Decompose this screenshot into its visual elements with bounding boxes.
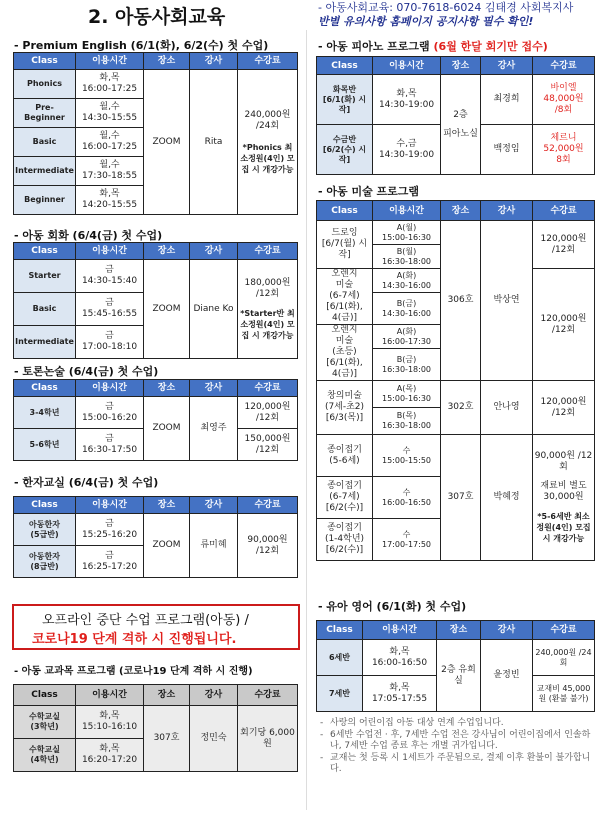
- col-time: 이용시간: [363, 621, 437, 640]
- piano-table: [316, 56, 595, 175]
- contact-line: - 아동사회교육: 070-7618-6024 김태경 사회복지사: [318, 1, 574, 14]
- art-table: [316, 200, 595, 561]
- english-heading: - Premium English (6/1(화), 6/2(수) 첫 수업): [14, 39, 269, 52]
- class-time: A(월) 15:00-16:30: [373, 221, 441, 245]
- col-teacher: 강사: [190, 53, 238, 70]
- class-time: A(목) 15:00-16:30: [373, 381, 441, 408]
- class-time: 화,목 16:00-16:50: [363, 640, 437, 676]
- fee: 240,000원 /24회: [533, 640, 595, 676]
- class-name: 7세반: [317, 676, 363, 712]
- class-time: 화,목 16:20-17:20: [76, 739, 144, 772]
- class-name: 수학교실 (4학년): [14, 739, 76, 772]
- class-name: 화목반 [6/1(화) 시작]: [317, 75, 373, 125]
- class-time: 수 16:00-16:50: [373, 477, 441, 519]
- class-name: Pre-Beginner: [14, 99, 76, 128]
- teacher: 안나영: [481, 381, 533, 435]
- col-time: 이용시간: [373, 201, 441, 221]
- notice-line: 반별 유의사항 홈페이지 공지사항 필수 확인!: [318, 15, 534, 28]
- toddler-english-notes: [320, 718, 592, 776]
- hanja-heading: - 한자교실 (6/4(금) 첫 수업): [14, 476, 159, 489]
- col-time: 이용시간: [76, 243, 144, 260]
- hanja-table: [13, 496, 298, 578]
- class-name: 오렌지 미술 (초등) [6/1(화), 4(금)]: [317, 325, 373, 381]
- col-time: 이용시간: [76, 685, 144, 706]
- col-room: 장소: [441, 57, 481, 75]
- contact-info: [318, 1, 573, 29]
- class-name: Intermediate: [14, 326, 76, 359]
- class-name: 수금반 [6/2(수) 시작]: [317, 125, 373, 175]
- col-fee: 수강료: [533, 621, 595, 640]
- col-room: 장소: [441, 201, 481, 221]
- col-room: 장소: [144, 497, 190, 514]
- fee: 바이엘 48,000원 /8회: [533, 75, 595, 125]
- col-fee: 수강료: [533, 57, 595, 75]
- room: ZOOM: [144, 260, 190, 359]
- room: 2층 피아노실: [441, 75, 481, 175]
- teacher: Diane Ko: [190, 260, 238, 359]
- conversation-table: [13, 242, 298, 359]
- teacher: 백정임: [481, 125, 533, 175]
- col-fee: 수강료: [533, 201, 595, 221]
- class-time: 월,수 14:30-15:55: [76, 99, 144, 128]
- col-class: Class: [317, 57, 373, 75]
- class-name: 5-6학년: [14, 429, 76, 461]
- fee: 150,000원 /12회: [238, 429, 298, 461]
- col-fee: 수강료: [238, 685, 298, 706]
- room: 302호: [441, 381, 481, 435]
- fee: 90,000원 /12회: [238, 514, 298, 578]
- room: 306호: [441, 221, 481, 381]
- fee: 240,000원 /24회 *Phonics 최소정원(4인) 모집 시 개강가능: [238, 70, 298, 215]
- class-time: 수 17:00-17:50: [373, 519, 441, 561]
- col-time: 이용시간: [76, 380, 144, 397]
- class-name: 아동한자 (8급반): [14, 546, 76, 578]
- col-class: Class: [14, 380, 76, 397]
- class-name: Starter: [14, 260, 76, 293]
- curriculum-table: [13, 684, 298, 772]
- class-time: B(금) 16:30-18:00: [373, 349, 441, 381]
- class-time: 금 14:30-15:40: [76, 260, 144, 293]
- class-name: 종이접기 (6-7세) [6/2(수)]: [317, 477, 373, 519]
- class-time: 화,목 14:30-19:00: [373, 75, 441, 125]
- class-time: 금 15:25-16:20: [76, 514, 144, 546]
- class-time: 금 16:30-17:50: [76, 429, 144, 461]
- col-teacher: 강사: [481, 57, 533, 75]
- col-time: 이용시간: [373, 57, 441, 75]
- col-fee: 수강료: [238, 243, 298, 260]
- class-name: 종이접기 (5-6세): [317, 435, 373, 477]
- class-time: 월,수 17:30-18:55: [76, 157, 144, 186]
- piano-heading: - 아동 피아노 프로그램 (6월 한달 회기만 접수): [318, 40, 548, 53]
- class-time: 금 16:25-17:20: [76, 546, 144, 578]
- class-time: 화,목 15:10-16:10: [76, 706, 144, 739]
- class-time: B(목) 16:30-18:00: [373, 408, 441, 435]
- class-time: 금 15:00-16:20: [76, 397, 144, 429]
- col-fee: 수강료: [238, 53, 298, 70]
- class-time: 금 15:45-16:55: [76, 293, 144, 326]
- room: 307호: [441, 435, 481, 561]
- class-name: Phonics: [14, 70, 76, 99]
- notice-line-2: 코로나19 단계 격하 시 진행됩니다.: [30, 628, 238, 647]
- room: ZOOM: [144, 70, 190, 215]
- col-room: 장소: [144, 380, 190, 397]
- notice-line-1: 오프라인 중단 수업 프로그램(아동) /: [42, 613, 249, 628]
- teacher: 최영주: [190, 397, 238, 461]
- teacher: 윤정빈: [481, 640, 533, 712]
- fee: 90,000원 /12회 재료비 별도 30,000원 *5-6세반 최소정원(4인) 모집 시 개강가능: [533, 435, 595, 561]
- room: ZOOM: [144, 514, 190, 578]
- room: 307호: [144, 706, 190, 772]
- col-fee: 수강료: [238, 497, 298, 514]
- col-teacher: 강사: [190, 497, 238, 514]
- fee: 180,000원 /12회 *Starter반 최소정원(4인) 모집 시 개강가능: [238, 260, 298, 359]
- class-name: 수학교실 (3학년): [14, 706, 76, 739]
- fee: 회기당 6,000원: [238, 706, 298, 772]
- class-time: 금 17:00-18:10: [76, 326, 144, 359]
- class-time: 화,목 17:05-17:55: [363, 676, 437, 712]
- col-room: 장소: [144, 685, 190, 706]
- note-item: - 교재는 첫 등록 시 1세트가 주문됨으로, 결제 이후 환불이 불가합니다.: [320, 753, 592, 776]
- class-time: 화,목 16:00-17:25: [76, 70, 144, 99]
- class-name: 드로잉 [6/7(월) 시작]: [317, 221, 373, 269]
- class-time: A(화) 14:30-16:00: [373, 269, 441, 293]
- col-teacher: 강사: [190, 685, 238, 706]
- col-class: Class: [317, 201, 373, 221]
- fee: 120,000원 /12회: [533, 269, 595, 381]
- col-time: 이용시간: [76, 53, 144, 70]
- teacher: Rita: [190, 70, 238, 215]
- class-name: Basic: [14, 293, 76, 326]
- col-time: 이용시간: [76, 497, 144, 514]
- class-name: 창의미술 (7세-초2) [6/3(목)]: [317, 381, 373, 435]
- class-name: 아동한자 (5급반): [14, 514, 76, 546]
- class-name: Beginner: [14, 186, 76, 215]
- teacher: 박상연: [481, 221, 533, 381]
- col-class: Class: [14, 685, 76, 706]
- class-time: 월,수 16:00-17:25: [76, 128, 144, 157]
- col-class: Class: [14, 53, 76, 70]
- class-name: 6세반: [317, 640, 363, 676]
- col-class: Class: [317, 621, 363, 640]
- class-name: Basic: [14, 128, 76, 157]
- toddler-english-table: [316, 620, 595, 712]
- debate-heading: - 토론논술 (6/4(금) 첫 수업): [14, 365, 159, 378]
- curriculum-heading: - 아동 교과목 프로그램 (코로나19 단계 격하 시 진행): [14, 666, 253, 677]
- col-class: Class: [14, 497, 76, 514]
- col-fee: 수강료: [238, 380, 298, 397]
- class-time: B(월) 16:30-18:00: [373, 245, 441, 269]
- offline-suspension-notice: [12, 604, 300, 650]
- class-time: A(화) 16:00-17:30: [373, 325, 441, 349]
- fee: 120,000원 /12회: [533, 221, 595, 269]
- col-class: Class: [14, 243, 76, 260]
- col-room: 장소: [437, 621, 481, 640]
- col-room: 장소: [144, 53, 190, 70]
- note-item: - 사랑의 어린이집 아동 대상 연계 수업입니다.: [320, 718, 592, 730]
- fee: 체르니 52,000원 8회: [533, 125, 595, 175]
- fee: 교재비 45,000원 (환불 불가): [533, 676, 595, 712]
- col-room: 장소: [144, 243, 190, 260]
- fee: 120,000원 /12회: [533, 381, 595, 435]
- toddler-english-heading: - 유아 영어 (6/1(화) 첫 수업): [318, 600, 467, 613]
- class-time: 수 15:00-15:50: [373, 435, 441, 477]
- class-name: Intermediate: [14, 157, 76, 186]
- page-title: 2. 아동사회교육: [88, 6, 226, 28]
- class-name: 오렌지 미술 (6-7세) [6/1(화), 4(금)]: [317, 269, 373, 325]
- fee: 120,000원 /12회: [238, 397, 298, 429]
- teacher: 박혜정: [481, 435, 533, 561]
- teacher: 류미혜: [190, 514, 238, 578]
- class-name: 3-4학년: [14, 397, 76, 429]
- col-teacher: 강사: [190, 243, 238, 260]
- note-item: - 6세반 수업전 · 후, 7세반 수업 전은 강사님이 어린이집에서 인솔하나, 7세반 수업 종료 후는 개별 귀가입니다.: [320, 730, 592, 753]
- conversation-heading: - 아동 회화 (6/4(금) 첫 수업): [14, 229, 163, 242]
- column-divider: [306, 30, 307, 810]
- class-name: 종이접기 (1-4학년) [6/2(수)]: [317, 519, 373, 561]
- col-teacher: 강사: [190, 380, 238, 397]
- col-teacher: 강사: [481, 621, 533, 640]
- class-time: 화,목 14:20-15:55: [76, 186, 144, 215]
- teacher: 최경희: [481, 75, 533, 125]
- class-time: B(금) 14:30-16:00: [373, 293, 441, 325]
- art-heading: - 아동 미술 프로그램: [318, 185, 420, 198]
- english-table: [13, 52, 298, 215]
- teacher: 정민숙: [190, 706, 238, 772]
- class-time: 수,금 14:30-19:00: [373, 125, 441, 175]
- room: ZOOM: [144, 397, 190, 461]
- room: 2층 유희실: [437, 640, 481, 712]
- debate-table: [13, 379, 298, 461]
- col-teacher: 강사: [481, 201, 533, 221]
